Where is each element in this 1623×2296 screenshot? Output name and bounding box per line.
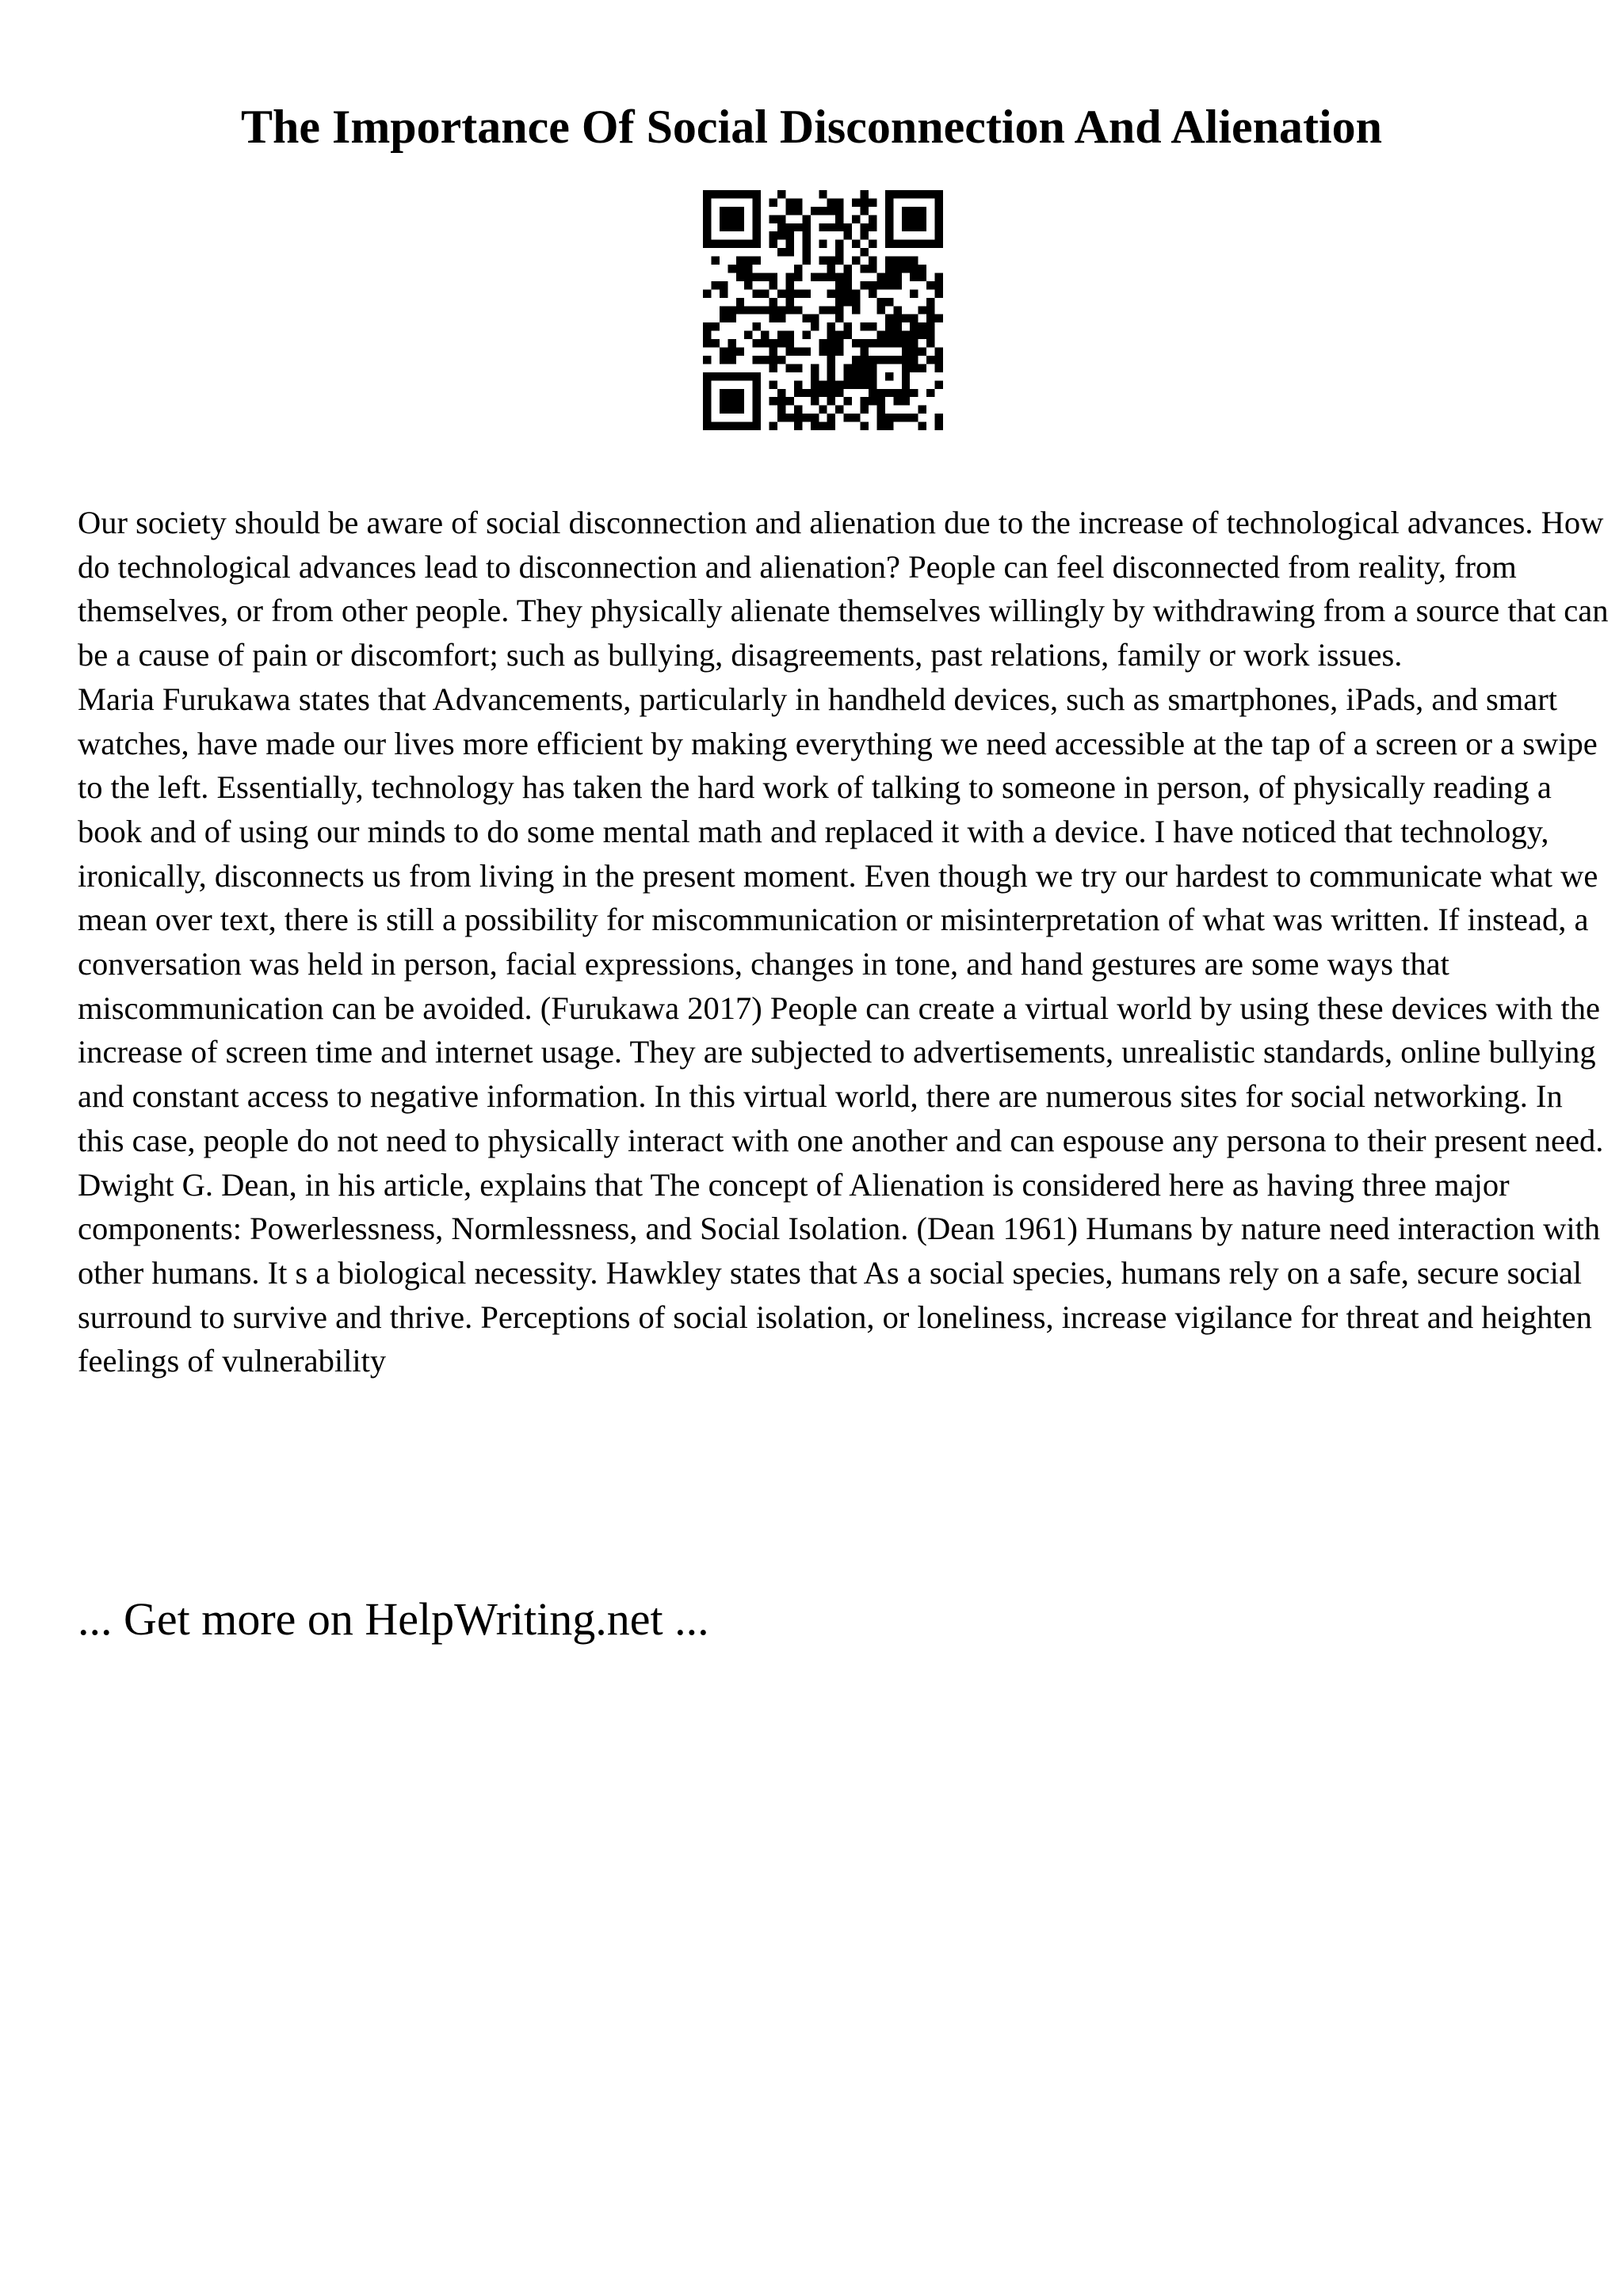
paragraph-2: Maria Furukawa states that Advancements, particularly in handheld devices, such as smartphones, iPads, and smart watches, have made our lives more efficient by making everything we need accessible at the tap of a screen or a swipe to the left. Essentially, technology has taken the hard work of talking to someone in person, of physically reading a book and of using our minds to do some mental math and replaced it with a device. I have noticed that technology, ironically, disconnects us from living in the present moment. Even though we try our hardest to communicate what we mean over text, there is still a possibility for miscommunication or misinterpretation of what was written. If instead, a conversation was held in person, facial expressions, changes in tone, and hand gestures are some ways that miscommunication can be avoided. (Furukawa 2017) People can create a virtual world by using these devices with the increase of screen time and internet usage. They are subjected to advertisements, unrealistic standards, online bullying and constant access to negative information. In this virtual world, there are numerous sites for social networking. In this case, people do not need to physically interact with one another and can espouse any persona to their present need. — [78, 681, 1604, 1158]
document-title: The Importance Of Social Disconnection And Alienation — [240, 101, 1383, 153]
qr-code-graphic — [703, 190, 943, 430]
paragraph-1: Our society should be aware of social disconnection and alienation due to the increase of technological advances. How do technological advances lead to disconnection and alienation? People can feel disconnected from reality, from themselves, or from other people. They physically alienate themselves willingly by withdrawing from a source that can be a cause of pain or discomfort; such as bullying, disagreements, past relations, family or work issues. — [78, 505, 1609, 673]
qr-code-icon[interactable] — [703, 190, 943, 430]
article-body — [78, 501, 1609, 1383]
paragraph-3: Dwight G. Dean, in his article, explains that The concept of Alienation is considered here as having three major components: Powerlessness, Normlessness, and Social Isolation. (Dean 1961) Humans by nature need interaction with other humans. It s a biological necessity. Hawkley states that As a social species, humans rely on a safe, secure social surround to survive and thrive. Perceptions of social isolation, or loneliness, increase vigilance for threat and heighten feelings of vulnerability — [78, 1166, 1601, 1379]
get-more-link[interactable]: ... Get more on HelpWriting.net ... — [78, 1593, 709, 1645]
